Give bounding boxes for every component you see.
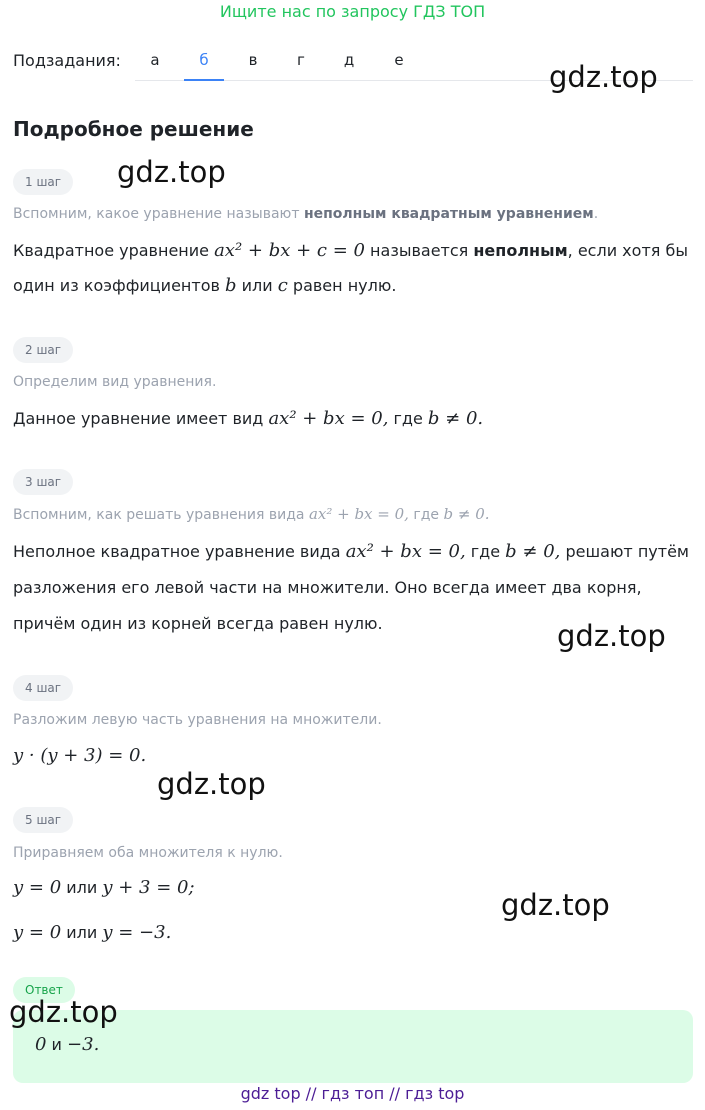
page-title: Подробное решение: [13, 117, 254, 141]
footer-links: gdz top // гдз топ // гдз top: [240, 1084, 465, 1103]
step-3-line-3: причём один из корней всегда равен нулю.: [13, 614, 383, 633]
step-badge-1: 1 шаг: [13, 169, 73, 195]
watermark: gdz.top: [557, 619, 666, 653]
tab-g[interactable]: г: [297, 51, 305, 69]
step-3-line-2: разложения его левой части на множители. Оно всегда имеет два корня,: [13, 578, 642, 597]
tab-b[interactable]: б: [184, 45, 224, 81]
step-2-line-1: Данное уравнение имеет вид ax² + bx = 0, где b ≠ 0.: [13, 408, 484, 429]
tab-e[interactable]: е: [394, 51, 404, 69]
step-1-line-2: один из коэффициентов b или c равен нулю.: [13, 275, 397, 296]
watermark: gdz.top: [117, 155, 226, 189]
step-badge-4: 4 шаг: [13, 675, 73, 701]
answer-text: 0 и −3.: [35, 1034, 100, 1055]
tab-v[interactable]: в: [248, 51, 258, 69]
promo-banner: Ищите нас по запросу ГДЗ ТОП: [219, 2, 486, 21]
step-5-line-2: y = 0 или y = −3.: [13, 922, 172, 943]
answer-badge: Ответ: [13, 977, 75, 1003]
watermark: gdz.top: [9, 995, 118, 1029]
step-1-hint: Вспомним, какое уравнение называют неполным квадратным уравнением.: [13, 206, 599, 222]
tab-a[interactable]: а: [150, 51, 160, 69]
watermark: gdz.top: [549, 60, 658, 94]
step-badge-3: 3 шаг: [13, 469, 73, 495]
step-badge-5: 5 шаг: [13, 807, 73, 833]
step-3-hint: Вспомним, как решать уравнения вида ax² + bx = 0, где b ≠ 0.: [13, 505, 490, 523]
step-4-line-1: y · (y + 3) = 0.: [13, 745, 147, 766]
step-4-hint: Разложим левую часть уравнения на множители.: [13, 712, 382, 728]
tab-d[interactable]: д: [343, 51, 355, 69]
step-3-line-1: Неполное квадратное уравнение вида ax² + bx = 0, где b ≠ 0, решают путём: [13, 541, 689, 562]
step-5-line-1: y = 0 или y + 3 = 0;: [13, 877, 195, 898]
step-1-line-1: Квадратное уравнение ax² + bx + c = 0 называется неполным, если хотя бы: [13, 240, 688, 261]
step-5-hint: Приравняем оба множителя к нулю.: [13, 845, 283, 861]
step-2-hint: Определим вид уравнения.: [13, 374, 217, 390]
step-badge-2: 2 шаг: [13, 337, 73, 363]
watermark: gdz.top: [501, 888, 610, 922]
watermark: gdz.top: [157, 767, 266, 801]
subtasks-label: Подзадания:: [13, 51, 121, 70]
